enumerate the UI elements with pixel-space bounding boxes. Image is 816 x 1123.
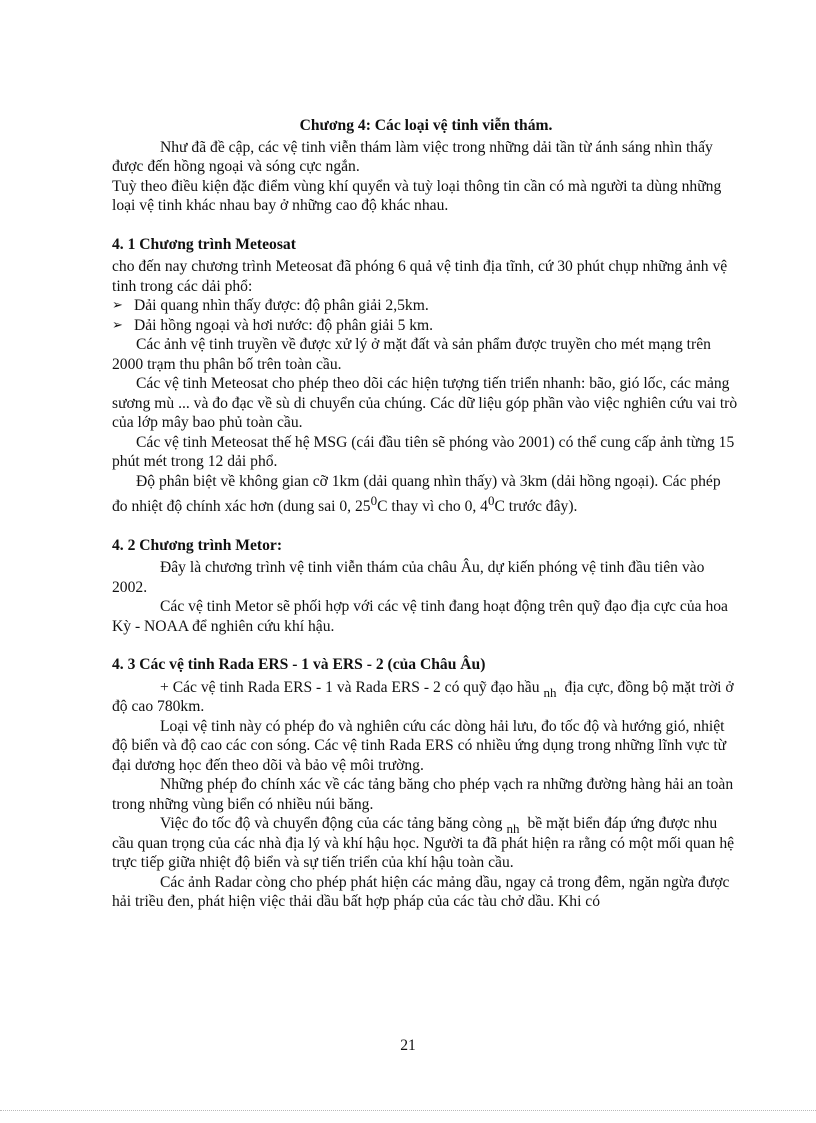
bullet-item: [112, 316, 740, 336]
meteosat-paragraph-3: Các vệ tinh Meteosat cho phép theo dõi các hiện tượng tiến triển nhanh: bão, gió lốc, các mảng sương mù ... và đo đạc về sù di chuyển của chúng. Các dữ liệu góp phần vào việc nghiên cứu vai trò của lớp mây bao phủ toàn cầu.: [112, 375, 738, 431]
ers-paragraph-3: Những phép đo chính xác về các tảng băng cho phép vạch ra những đường hàng hải an toàn trong những vùng biển có nhiều núi băng.: [112, 776, 734, 813]
intro-paragraph-1: Như đã đề cập, các vệ tinh viễn thám làm việc trong những dải tần từ ánh sáng nhìn thấy được đến hồng ngoại và sóng cực ngắn.: [112, 138, 713, 175]
subscript-nh: nh: [506, 821, 520, 837]
ers-paragraph-1: + Các vệ tinh Rada ERS - 1 và Rada ERS - 2 có quỹ đạo hầu $_{nh}$ địa cực, đồng bộ mặt trời ở độ cao 780km.: [112, 678, 734, 716]
meteosat-paragraph-5: Độ phân biệt về không gian cỡ 1km (dải quang nhìn thấy) và 3km (dải hồng ngoại). Các phép đo nhiệt độ chính xác hơn (dung sai 0, $25^0C$ thay vì cho 0, $4^0C$ trước đây).: [112, 472, 721, 516]
meteosat-paragraph-1: cho đến nay chương trình Meteosat đã phóng 6 quả vệ tinh địa tĩnh, cứ 30 phút chụp những ảnh vệ tinh trong các dải phổ:: [112, 258, 728, 295]
intro-paragraph-2: Tuỳ theo điều kiện đặc điểm vùng khí quyển và tuỳ loại thông tin cần có mà người ta dùng những loại vệ tinh khác nhau bay ở những cao độ khác nhau.: [112, 177, 722, 214]
page-content: [112, 116, 740, 912]
ers-paragraph-2: Loại vệ tinh này có phép đo và nghiên cứu các dòng hải lưu, đo tốc độ và hướng gió, nhiệt độ biển và độ cao các con sóng. Các vệ tinh Rada ERS có nhiều ứng dụng trong những lĩnh vực từ đại dương học đến theo dõi và bảo vệ môi trường.: [112, 717, 727, 774]
bullet-item: [112, 296, 740, 316]
meteosat-paragraph-4: Các vệ tinh Meteosat thế hệ MSG (cái đầu tiên sẽ phóng vào 2001) có thể cung cấp ảnh từng 15 phút mét trong 12 dải phổ.: [112, 433, 735, 470]
bullet-text: Dải quang nhìn thấy được: độ phân giải 2,5km.: [134, 297, 429, 314]
degree-superscript: 0: [370, 493, 378, 508]
arrow-bullet-icon: ➢: [112, 298, 123, 313]
meteosat-paragraph-2: Các ảnh vệ tinh truyền về được xử lý ở mặt đất và sản phẩm được truyền cho mét mạng trên 2000 trạm thu phân bố trên toàn cầu.: [112, 336, 711, 373]
chapter-title: Chương 4: Các loại vệ tinh viễn thám.: [299, 117, 553, 134]
ers-paragraph-4: Việc đo tốc độ và chuyển động của các tảng băng còng $_{nh}$ bề mặt biển đáp ứng được nhu cầu quan trọng của các nhà địa lý và khí hậu học. Người ta đã phát hiện ra rằng có một mối quan hệ trực tiếp giữa nhiệt độ biển và sự tiến triển của khí hậu toàn cầu.: [112, 815, 735, 872]
subscript-nh: nh: [543, 684, 557, 700]
section-heading-metor: 4. 2 Chương trình Metor:: [112, 536, 283, 554]
page-number: 21: [400, 1037, 416, 1054]
ers-paragraph-5: Các ảnh Radar còng cho phép phát hiện các mảng dầu, ngay cả trong đêm, ngăn ngừa được hải triều đen, phát hiện việc thải dầu bất hợp pháp của các tàu chở dầu. Khi có: [112, 873, 730, 911]
bullet-text: Dải hồng ngoại và hơi nước: độ phân giải 5 km.: [134, 316, 434, 334]
metor-paragraph-1: Đây là chương trình vệ tinh viễn thám của châu Âu, dự kiến phóng vệ tinh đầu tiên vào 2002.: [112, 559, 705, 596]
section-heading-ers: 4. 3 Các vệ tinh Rada ERS - 1 và ERS - 2 (của Châu Âu): [112, 656, 486, 674]
metor-paragraph-2: Các vệ tinh Metor sẽ phối hợp với các vệ tinh đang hoạt động trên quỹ đạo địa cực của hoa Kỳ - NOAA để nghiên cứu khí hậu.: [112, 598, 728, 635]
arrow-bullet-icon: ➢: [112, 317, 123, 333]
page-bottom-divider: [0, 1110, 816, 1111]
degree-superscript: 0: [487, 493, 495, 508]
section-heading-meteosat: 4. 1 Chương trình Meteosat: [112, 235, 296, 253]
